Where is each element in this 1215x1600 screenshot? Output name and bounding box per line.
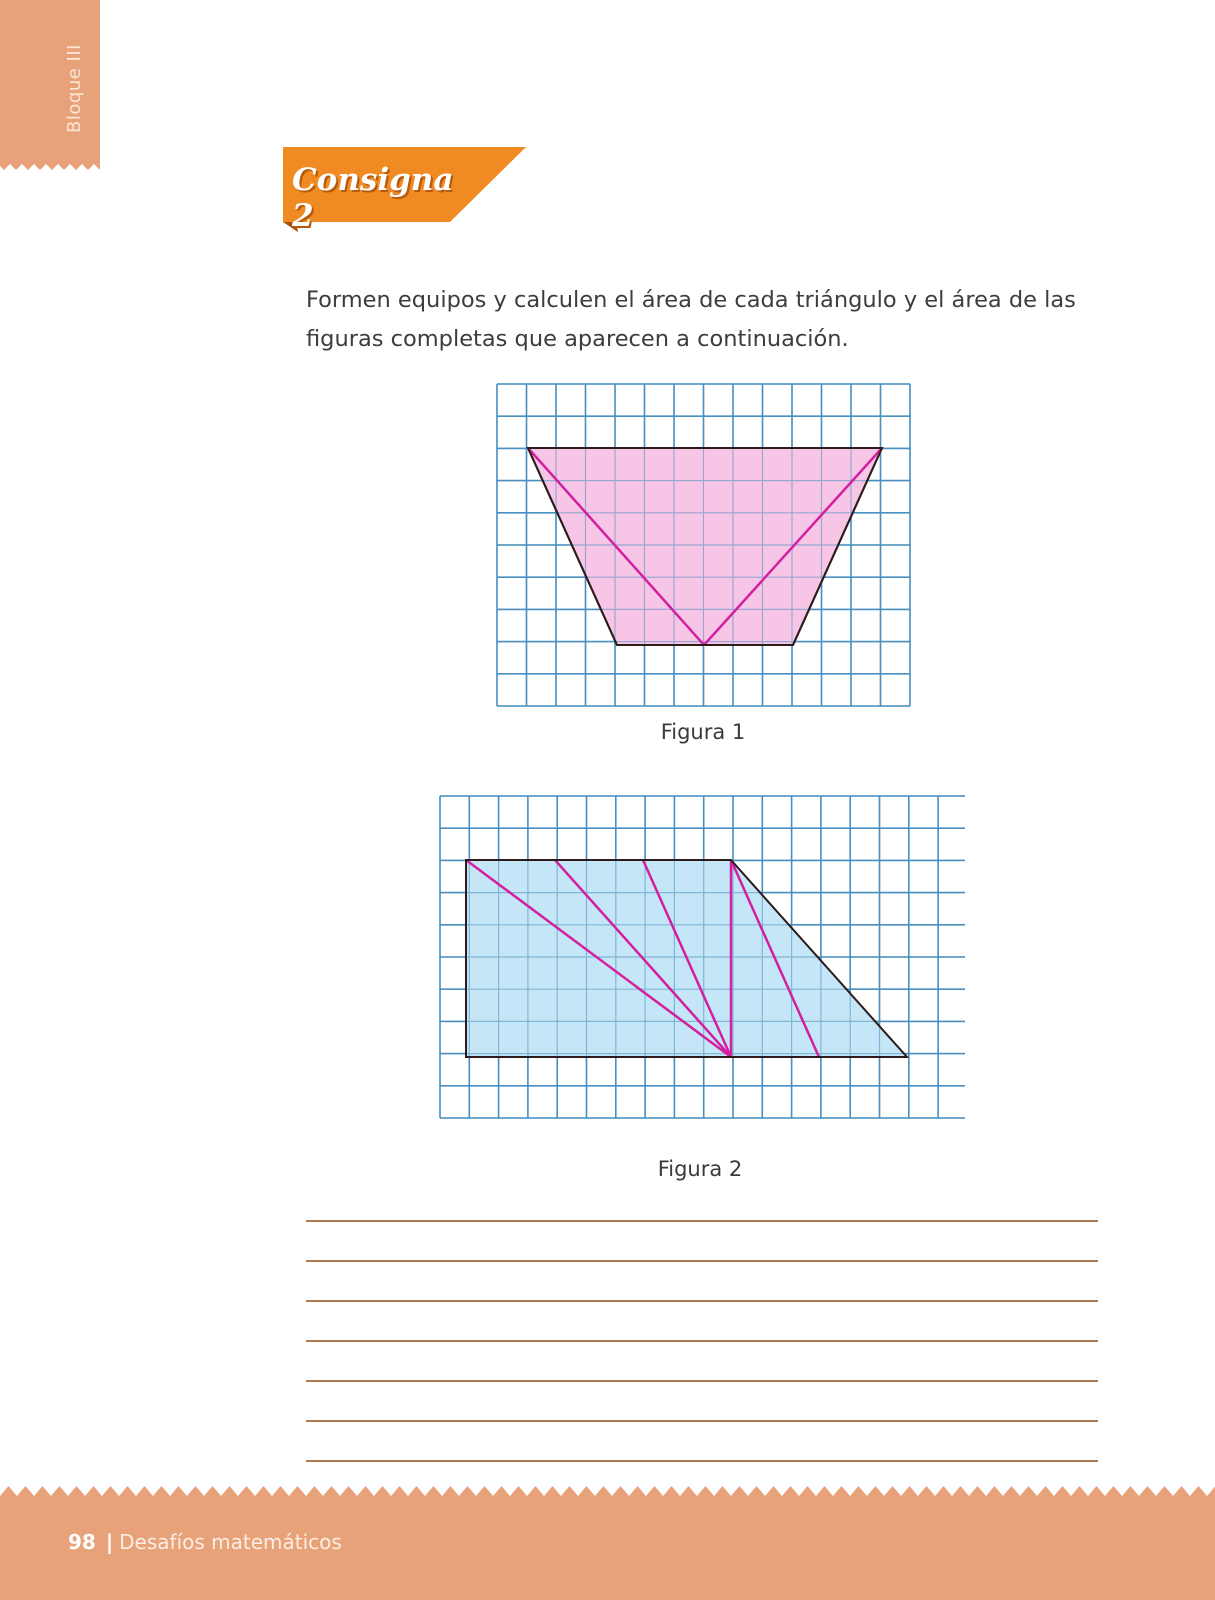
figure-1 [496, 383, 916, 708]
figure-2 [439, 795, 965, 1120]
footer [68, 1530, 342, 1554]
consigna-title: Consigna 2 [292, 162, 454, 234]
answer-line[interactable] [306, 1420, 1098, 1422]
answer-line[interactable] [306, 1340, 1098, 1342]
answer-line[interactable] [306, 1300, 1098, 1302]
answer-line[interactable] [306, 1460, 1098, 1462]
book-title: Desafíos matemáticos [119, 1530, 342, 1554]
block-label-text: Bloque III [63, 43, 85, 133]
figure-1-caption: Figura 1 [660, 720, 746, 744]
answer-line[interactable] [306, 1380, 1098, 1382]
instruction-text: Formen equipos y calculen el área de cada triángulo y el área de las figuras completas que aparecen a continuación. [306, 287, 1076, 352]
answer-line[interactable] [306, 1260, 1098, 1262]
figure-2-caption: Figura 2 [657, 1157, 743, 1181]
block-label [57, 28, 91, 148]
page-number: 98 [68, 1530, 96, 1554]
answer-line[interactable] [306, 1220, 1098, 1222]
footer-separator: | [105, 1530, 114, 1554]
